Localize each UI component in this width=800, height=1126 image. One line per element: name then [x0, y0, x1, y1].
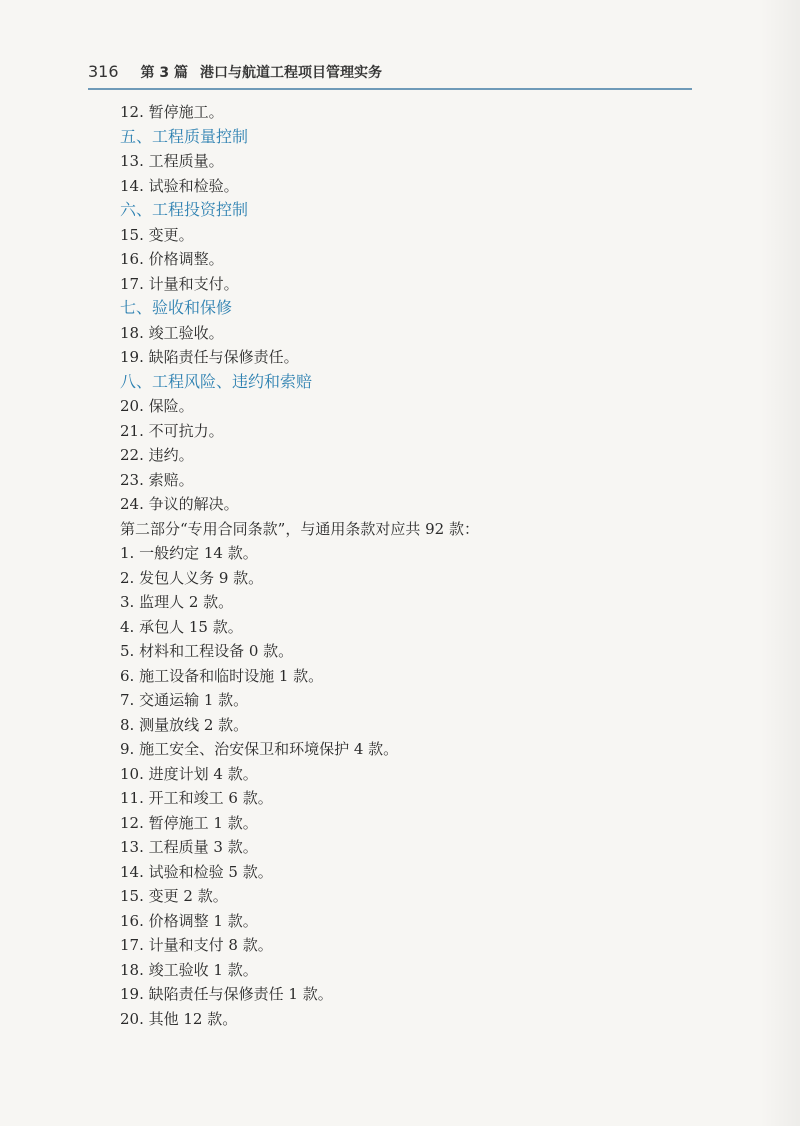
section-heading: 五、工程质量控制 — [120, 126, 249, 146]
list-item: 10. 进度计划 4 款。 — [120, 764, 258, 783]
list-item: 18. 竣工验收 1 款。 — [120, 960, 258, 979]
page-number: 316 — [88, 62, 119, 81]
list-item: 13. 工程质量 3 款。 — [120, 838, 258, 856]
list-item: 第二部分“专用合同条款”，与通用条款对应共 92 款： — [120, 519, 479, 538]
list-item: 19. 缺陷责任与保修责任 1 款。 — [120, 985, 333, 1003]
list-item: 16. 价格调整。 — [120, 250, 224, 268]
list-item: 23. 索赔。 — [120, 470, 194, 489]
section-heading: 八、工程风险、违约和索赔 — [120, 371, 313, 391]
list-item: 1. 一般约定 14 款。 — [120, 544, 258, 562]
list-item: 12. 暂停施工。 — [120, 103, 224, 121]
list-item: 20. 其他 12 款。 — [120, 1009, 238, 1028]
list-item: 14. 试验和检验。 — [120, 176, 239, 195]
list-item: 21. 不可抗力。 — [120, 421, 224, 440]
list-item: 12. 暂停施工 1 款。 — [120, 813, 258, 832]
list-item: 13. 工程质量。 — [120, 152, 224, 170]
list-item: 14. 试验和检验 5 款。 — [120, 862, 273, 881]
section-heading: 七、验收和保修 — [120, 298, 233, 317]
list-item: 7. 交通运输 1 款。 — [120, 691, 249, 709]
list-item: 9. 施工安全、治安保卫和环境保护 4 款。 — [120, 740, 399, 758]
list-item: 17. 计量和支付 8 款。 — [120, 936, 273, 954]
chapter-label: 第 3 篇 — [140, 65, 189, 81]
list-item: 6. 施工设备和临时设施 1 款。 — [120, 666, 324, 685]
list-item: 8. 测量放线 2 款。 — [120, 715, 249, 734]
list-item: 5. 材料和工程设备 0 款。 — [120, 642, 294, 660]
list-item: 20. 保险。 — [120, 397, 194, 415]
list-item: 16. 价格调整 1 款。 — [120, 911, 258, 930]
page-body — [120, 100, 680, 1031]
list-item: 24. 争议的解决。 — [120, 495, 239, 513]
list-item: 3. 监理人 2 款。 — [120, 593, 234, 611]
list-item: 15. 变更 2 款。 — [120, 887, 228, 905]
list-item: 4. 承包人 15 款。 — [120, 617, 243, 636]
page-edge-shadow — [760, 0, 800, 1126]
book-title: 港口与航道工程项目管理实务 — [200, 65, 383, 81]
list-item: 18. 竣工验收。 — [120, 323, 224, 342]
section-heading: 六、工程投资控制 — [120, 200, 249, 219]
list-item: 17. 计量和支付。 — [120, 274, 239, 293]
header-rule — [88, 88, 692, 90]
list-item: 22. 违约。 — [120, 446, 194, 464]
list-item: 15. 变更。 — [120, 225, 194, 244]
running-header — [88, 62, 690, 86]
list-item: 11. 开工和竣工 6 款。 — [120, 789, 273, 807]
list-item: 2. 发包人义务 9 款。 — [120, 568, 264, 587]
list-item: 19. 缺陷责任与保修责任。 — [120, 348, 299, 366]
